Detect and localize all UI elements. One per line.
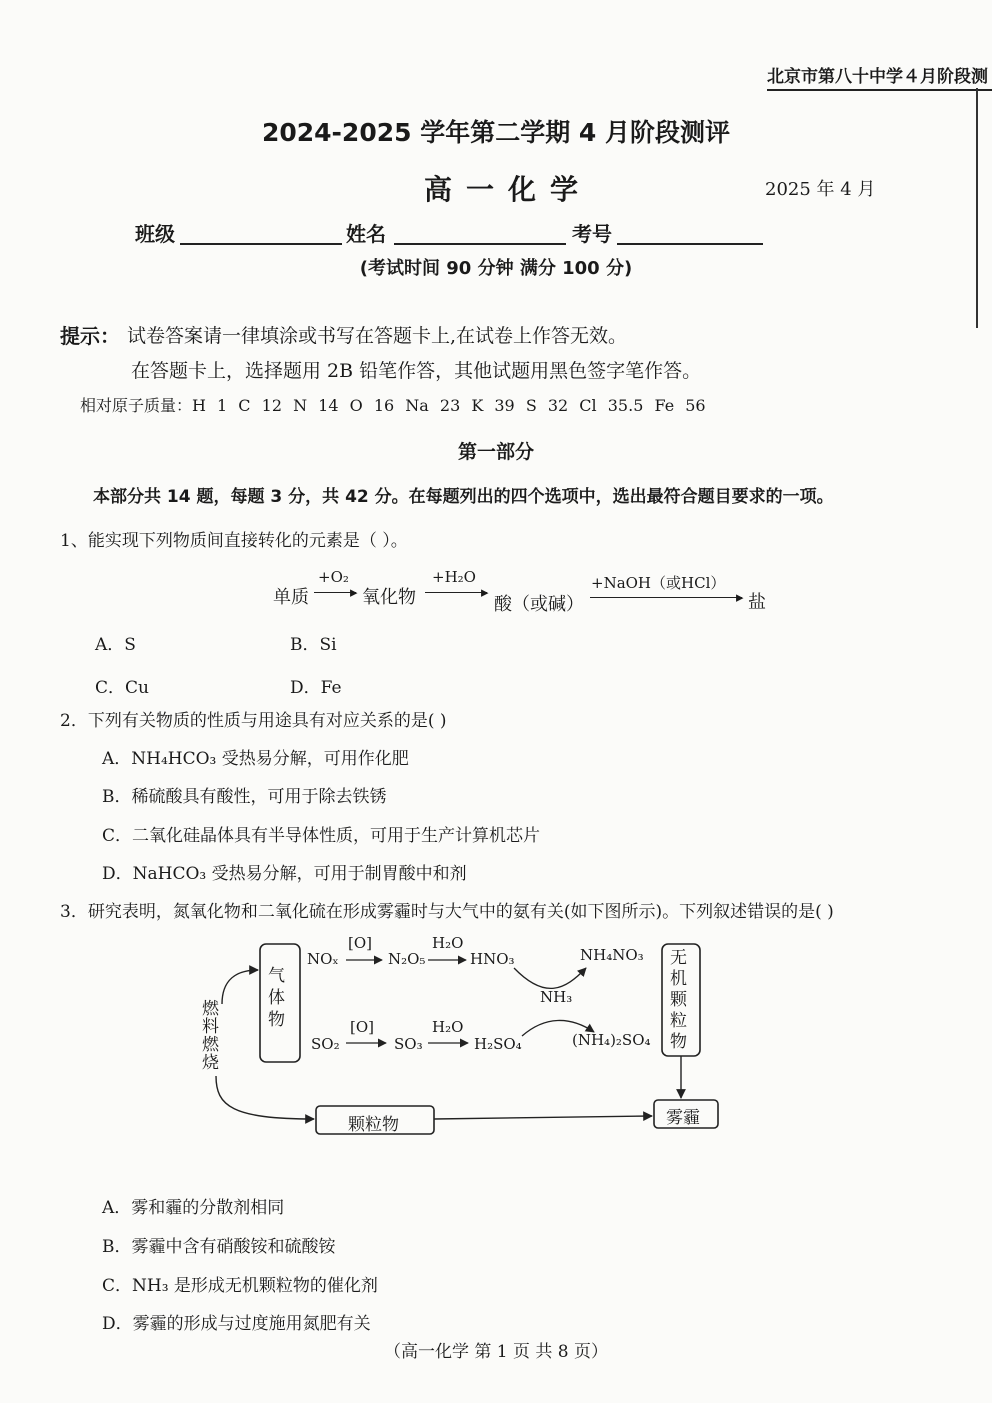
q1-option-b[interactable]: B．Si bbox=[290, 635, 337, 655]
scheme-salt: 盐 bbox=[748, 592, 766, 613]
q3-option-b[interactable]: B．雾霾中含有硝酸铵和硫酸铵 bbox=[102, 1237, 336, 1257]
q2-option-b[interactable]: B．稀硫酸具有酸性，可用于除去铁锈 bbox=[102, 787, 387, 807]
q2-option-d[interactable]: D．NaHCO₃ 受热易分解，可用于制胃酸中和剂 bbox=[102, 864, 467, 884]
scheme-reagent-2: +H₂O bbox=[432, 568, 476, 586]
arrow-head-icon: ▸ bbox=[350, 583, 358, 601]
nox-label: NOₓ bbox=[307, 950, 339, 968]
o-reagent-1: [O] bbox=[348, 934, 373, 952]
so3-label: SO₃ bbox=[394, 1035, 423, 1053]
inorganic-label: 无机颗粒物 bbox=[670, 948, 687, 1052]
scheme-element: 单质 bbox=[273, 587, 309, 608]
q3-option-a[interactable]: A．雾和霾的分散剂相同 bbox=[102, 1198, 285, 1218]
particles-to-haze-arrow bbox=[434, 1116, 652, 1119]
class-field[interactable] bbox=[180, 243, 342, 245]
hno3-label: HNO₃ bbox=[470, 950, 515, 968]
tips-line-1: 试卷答案请一律填涂或书写在答题卡上,在试卷上作答无效。 bbox=[127, 325, 628, 347]
name-label: 姓名 bbox=[346, 222, 386, 246]
o-reagent-2: [O] bbox=[350, 1018, 375, 1036]
nh42so4-label: (NH₄)₂SO₄ bbox=[572, 1031, 651, 1049]
q3-stem: 3．研究表明，氮氧化物和二氧化硫在形成雾霾时与大气中的氨有关(如下图所示)。下列叙述错误的是( ) bbox=[60, 902, 834, 922]
fuel-label: 燃料燃烧 bbox=[202, 999, 219, 1073]
tips-label: 提示： bbox=[60, 324, 120, 348]
n2o5-label: N₂O₅ bbox=[388, 950, 426, 968]
section-description: 本部分共 14 题，每题 3 分，共 42 分。在每题列出的四个选项中，选出最符合题目要求的一项。 bbox=[93, 487, 834, 507]
tips-line-2: 在答题卡上，选择题用 2B 铅笔作答，其他试题用黑色签字笔作答。 bbox=[131, 360, 702, 382]
scheme-reagent-3: +NaOH（或HCl） bbox=[591, 574, 726, 592]
exam-info: (考试时间 90 分钟 满分 100 分) bbox=[359, 258, 633, 279]
exam-title: 2024-2025 学年第二学期 4 月阶段测评 bbox=[261, 118, 731, 147]
h2so4-label: H₂SO₄ bbox=[474, 1035, 522, 1053]
subject-title: 高一化学 bbox=[424, 173, 593, 206]
scheme-arrow-3 bbox=[590, 597, 742, 598]
arrow-head-icon: ▸ bbox=[481, 583, 489, 601]
h2o-reagent-1: H₂O bbox=[432, 934, 464, 952]
q2-option-c[interactable]: C．二氧化硅晶体具有半导体性质，可用于生产计算机芯片 bbox=[102, 826, 541, 846]
q1-option-c[interactable]: C．Cu bbox=[95, 678, 149, 698]
q3-option-c[interactable]: C．NH₃ 是形成无机颗粒物的催化剂 bbox=[102, 1276, 378, 1296]
so2-label: SO₂ bbox=[311, 1035, 340, 1053]
id-field[interactable] bbox=[617, 243, 763, 245]
atomic-masses: 相对原子质量：H 1 C 12 N 14 O 16 Na 23 K 39 S 32 Cl 35.5 Fe 56 bbox=[80, 396, 706, 415]
gas-box-label: 气体物 bbox=[268, 966, 285, 1030]
q2-option-a[interactable]: A．NH₄HCO₃ 受热易分解，可用作化肥 bbox=[102, 749, 409, 769]
h2o-reagent-2: H₂O bbox=[432, 1018, 464, 1036]
nh4no3-label: NH₄NO₃ bbox=[580, 946, 644, 964]
scheme-acid-base: 酸（或碱） bbox=[494, 594, 584, 615]
school-tag: 北京市第八十中学４月阶段测 bbox=[767, 62, 992, 91]
q2-stem: 2．下列有关物质的性质与用途具有对应关系的是( ) bbox=[60, 711, 447, 731]
particles-label: 颗粒物 bbox=[348, 1115, 399, 1135]
arrow-head-icon: ▸ bbox=[736, 588, 744, 606]
q1-option-a[interactable]: A．S bbox=[95, 635, 136, 655]
scheme-reagent-1: +O₂ bbox=[318, 568, 349, 586]
section-title: 第一部分 bbox=[457, 441, 534, 463]
scheme-oxide: 氧化物 bbox=[362, 587, 416, 608]
scheme-arrow-2 bbox=[425, 592, 487, 593]
fuel-to-gas-arrow bbox=[222, 970, 258, 1004]
id-label: 考号 bbox=[572, 222, 612, 246]
class-label: 班级 bbox=[135, 222, 175, 246]
exam-date: 2025 年 4 月 bbox=[765, 179, 876, 200]
q3-option-d[interactable]: D．雾霾的形成与过度施用氮肥有关 bbox=[102, 1314, 371, 1334]
hno3-curve-arrow bbox=[514, 968, 586, 988]
q1-stem: 1、能实现下列物质间直接转化的元素是（ ）。 bbox=[60, 531, 408, 551]
haze-label: 雾霾 bbox=[666, 1108, 700, 1128]
nh3-label: NH₃ bbox=[540, 988, 573, 1006]
name-field[interactable] bbox=[394, 243, 566, 245]
q1-option-d[interactable]: D．Fe bbox=[290, 678, 342, 698]
fuel-to-particles-arrow bbox=[216, 1076, 314, 1119]
page-footer: （高一化学 第 1 页 共 8 页） bbox=[383, 1342, 609, 1362]
